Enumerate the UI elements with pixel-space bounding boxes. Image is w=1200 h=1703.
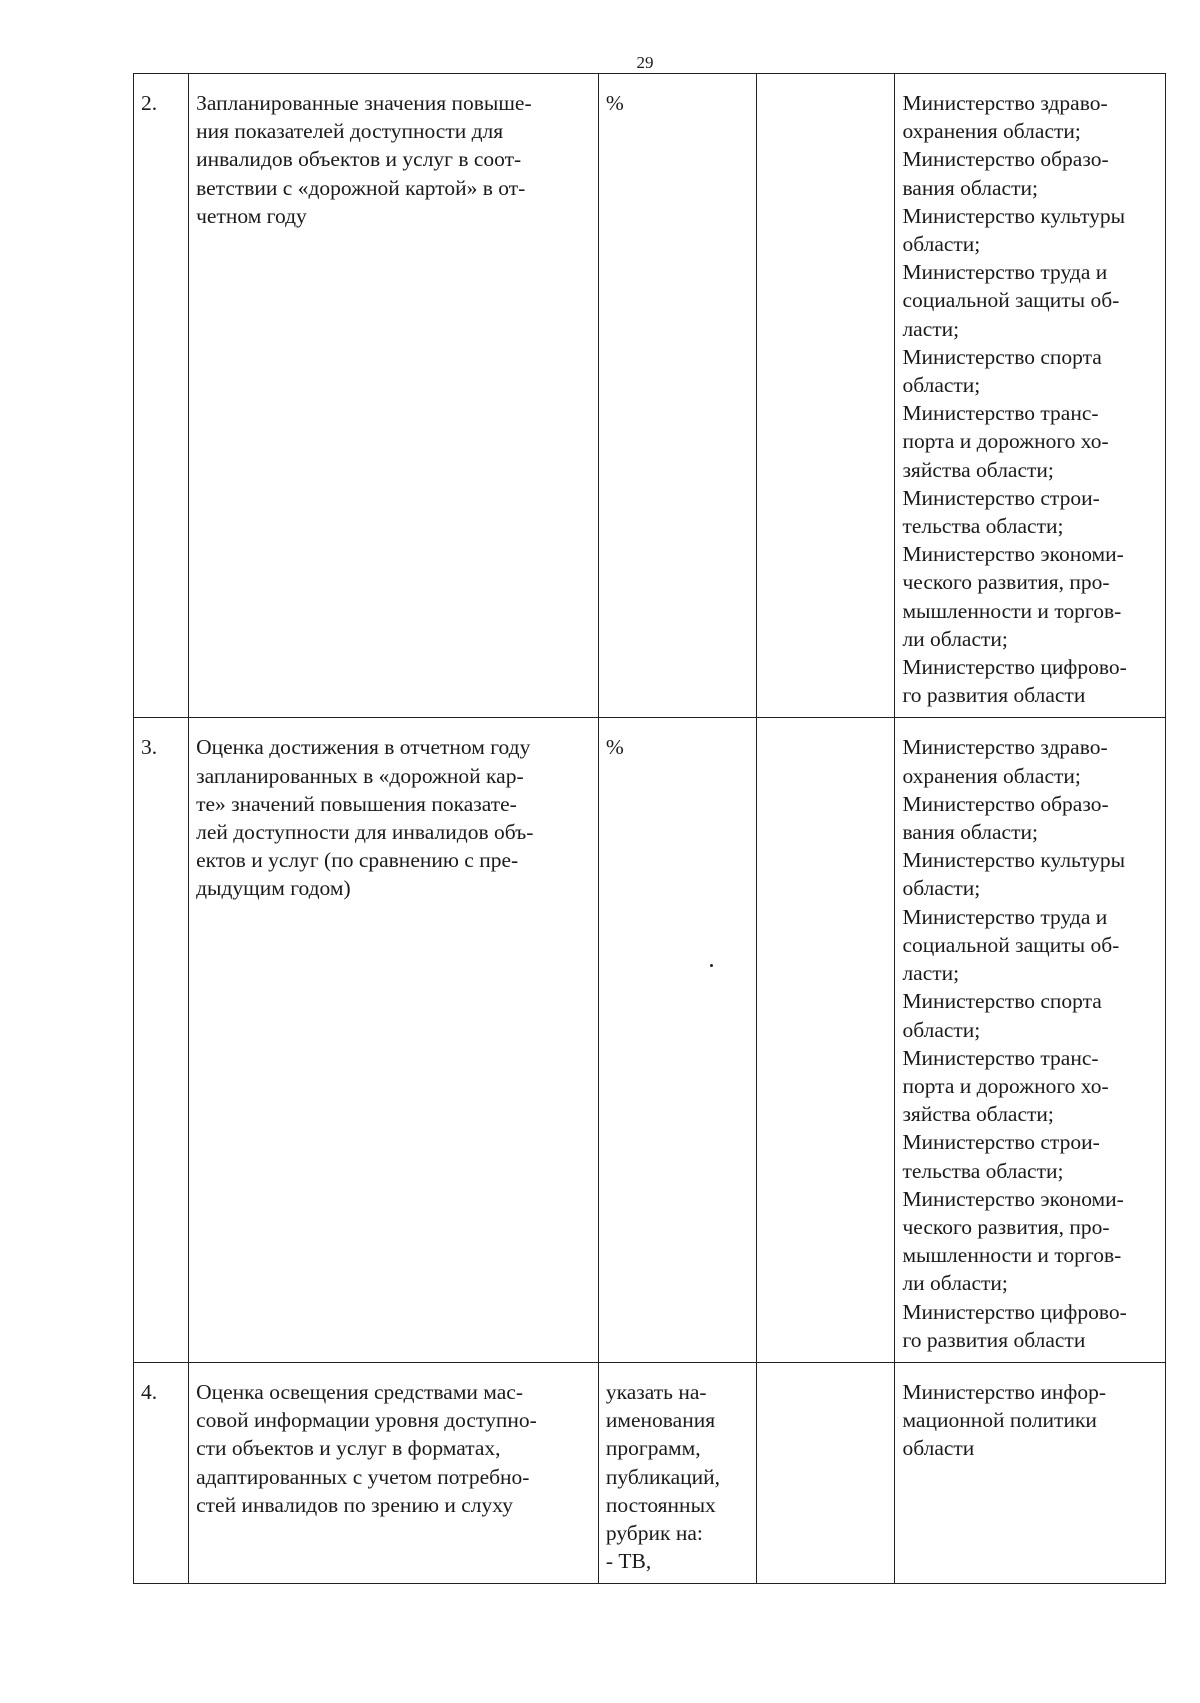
row-number: 3. [134,718,189,1362]
unit-cell: % [598,74,756,718]
responsible-cell: Министерство инфор- мационной политики области [895,1362,1166,1583]
responsible-cell: Министерство здраво- охранения области; Министерство образо- вания области; Министерство культуры области; Министерство труда и социальной защиты об- ласти; Министерство спорта области; Министерство транс- порта и дорожного хо- зяйства области; Министерство строи- тельства области; Министерство экономи- ческого развития, про- мышленности и торгов- ли области; Министерство цифрово- го развития области [895,74,1166,718]
responsible-cell: Министерство здраво- охранения области; Министерство образо- вания области; Министерство культуры области; Министерство труда и социальной защиты об- ласти; Министерство спорта области; Министерство транс- порта и дорожного хо- зяйства области; Министерство строи- тельства области; Министерство экономи- ческого развития, про- мышленности и торгов- ли области; Министерство цифрово- го развития области [895,718,1166,1362]
indicator-name: Оценка достижения в отчетном году запланированных в «дорожной кар- те» значений повышения показате- лей доступности для инвалидов объ- ектов и услуг (по сравнению с пре- дыдущим годом) [189,718,599,1362]
value-cell [757,74,895,718]
row-number: 2. [134,74,189,718]
indicator-name: Оценка освещения средствами мас- совой информации уровня доступно- сти объектов и услуг в форматах, адаптированных с учетом потребно- стей инвалидов по зрению и слуху [189,1362,599,1583]
indicators-table [133,73,1166,1584]
table-row [134,74,1166,718]
page-number: 29 [636,53,654,72]
value-cell [757,1362,895,1583]
scan-speck [710,964,713,967]
row-number: 4. [134,1362,189,1583]
value-cell [757,718,895,1362]
table-row [134,718,1166,1362]
unit-cell: % [598,718,756,1362]
table-row [134,1362,1166,1583]
unit-cell: указать на- именования программ, публикаций, постоянных рубрик на: - ТВ, [598,1362,756,1583]
indicator-name: Запланированные значения повыше- ния показателей доступности для инвалидов объектов и услуг в соот- ветствии с «дорожной картой» в от- четном году [189,74,599,718]
